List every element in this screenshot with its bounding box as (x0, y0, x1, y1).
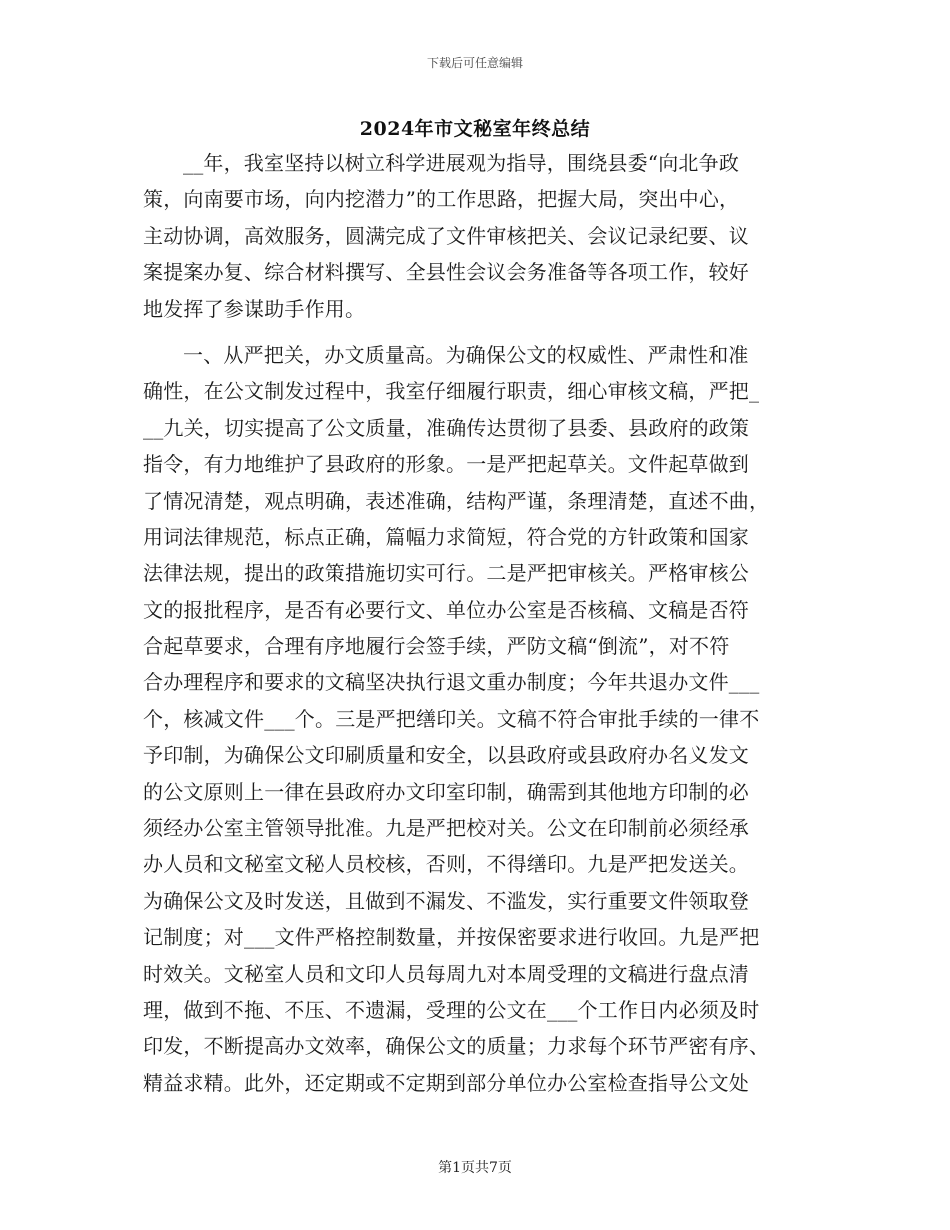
text-line: 策，向南要市场，向内挖潜力”的工作思路，把握大局，突出中心， (143, 187, 740, 212)
text-line: 合办理程序和要求的文稿坚决执行退文重办制度；今年共退办文件___ (143, 670, 760, 695)
document-title: 2024年市文秘室年终总结 (359, 118, 591, 140)
text-line: 主动协调，高效服务，圆满完成了文件审核把关、会议记录纪要、议 (143, 223, 749, 248)
text-line: 文的报批程序，是否有必要行文、单位办公室是否核稿、文稿是否符 (143, 597, 749, 622)
text-line: 地发挥了参谋助手作用。 (143, 296, 366, 321)
text-line: 办人员和文秘室文秘人员校核，否则，不得缮印。九是严把发送关。 (143, 852, 749, 877)
header-note: 下载后可任意编辑 (426, 56, 523, 70)
text-line: 个，核减文件___个。三是严把缮印关。文稿不符合审批手续的一律不 (143, 706, 760, 731)
paragraph-section-1 (143, 337, 808, 1101)
text-line: 了情况清楚，观点明确，表述准确，结构严谨，条理清楚，直述不曲， (143, 488, 770, 513)
document-body (143, 145, 808, 1101)
text-line: 确性，在公文制发过程中，我室仔细履行职责，细心审核文稿，严把_ (143, 379, 760, 404)
text-line: 指令，有力地维护了县政府的形象。一是严把起草关。文件起草做到 (143, 452, 749, 477)
page-number-footer: 第1页共7页 (438, 1160, 512, 1176)
text-line: __年，我室坚持以树立科学进展观为指导，围绕县委“向北争政 (183, 151, 740, 175)
text-line: 的公文原则上一律在县政府办文印室印制，确需到其他地方印制的必 (143, 779, 749, 804)
text-line: 一、从严把关，办文质量高。为确保公文的权威性、严肃性和准 (183, 342, 749, 367)
text-line: 须经办公室主管领导批准。九是严把校对关。公文在印制前必须经承 (143, 816, 749, 841)
text-line: 精益求精。此外，还定期或不定期到部分单位办公室检查指导公文处 (143, 1070, 749, 1095)
text-line: 合起草要求，合理有序地履行会签手续，严防文稿“倒流”，对不符 (143, 634, 730, 659)
text-line: 时效关。文秘室人员和文印人员每周九对本周受理的文稿进行盘点清 (143, 961, 749, 986)
text-line: 法律法规，提出的政策措施切实可行。二是严把审核关。严格审核公 (143, 561, 749, 586)
text-line: 用词法律规范，标点正确，篇幅力求简短，符合党的方针政策和国家 (143, 524, 749, 549)
text-line: 予印制，为确保公文印刷质量和安全，以县政府或县政府办名义发文 (143, 743, 749, 768)
text-line: 印发，不断提高办文效率，确保公文的质量；力求每个环节严密有序、 (143, 1034, 770, 1059)
text-line: 理，做到不拖、不压、不遗漏，受理的公文在___个工作日内必须及时 (143, 997, 760, 1022)
text-line: 记制度；对___文件严格控制数量，并按保密要求进行收回。九是严把 (143, 925, 760, 950)
paragraph-intro (143, 145, 808, 327)
text-line: 案提案办复、综合材料撰写、全县性会议会务准备等各项工作，较好 (143, 260, 749, 285)
text-line: 为确保公文及时发送，且做到不漏发、不滥发，实行重要文件领取登 (143, 888, 749, 913)
text-line: __九关，切实提高了公文质量，准确传达贯彻了县委、县政府的政策 (143, 415, 750, 440)
